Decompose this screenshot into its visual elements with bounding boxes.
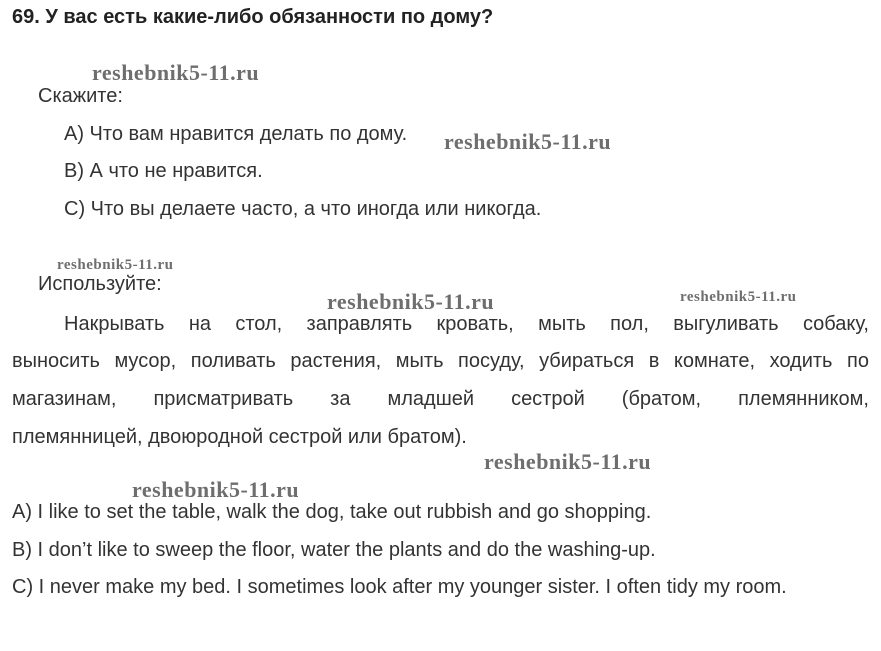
word: пол,: [610, 313, 649, 335]
word: выносить: [12, 350, 100, 372]
watermark: reshebnik5-11.ru: [484, 449, 652, 474]
word: в: [648, 350, 660, 372]
word: присматривать: [153, 388, 294, 410]
word: за: [330, 388, 351, 410]
word: комнате,: [673, 350, 756, 372]
word: кровать,: [436, 313, 514, 335]
use-text-line-3: [12, 388, 869, 411]
word: на: [188, 313, 211, 335]
word: (братом,: [621, 388, 702, 410]
question-a: A) Что вам нравится делать по дому.: [64, 123, 408, 145]
answer-b: B) I don’t like to sweep the floor, water the plants and do the washing-up.: [12, 539, 656, 561]
watermark: reshebnik5-11.ru: [327, 289, 495, 314]
word: Накрывать: [64, 313, 165, 335]
watermark: reshebnik5-11.ru: [132, 477, 300, 502]
word: ходить: [769, 350, 833, 372]
say-label: Скажите:: [38, 85, 123, 107]
watermark: reshebnik5-11.ru: [57, 257, 174, 273]
use-text-line-4: племянницей, двоюродной сестрой или братом).: [12, 426, 467, 448]
word: заправлять: [306, 313, 413, 335]
word: по: [847, 350, 869, 372]
watermark: reshebnik5-11.ru: [444, 129, 612, 154]
answer-c: C) I never make my bed. I sometimes look after my younger sister. I often tidy my room.: [12, 576, 787, 598]
word: собаку,: [802, 313, 869, 335]
word: растения,: [290, 350, 382, 372]
word: сестрой: [511, 388, 585, 410]
word: мыть: [538, 313, 586, 335]
word: убираться: [539, 350, 635, 372]
word: выгуливать: [673, 313, 779, 335]
word: мусор,: [114, 350, 177, 372]
watermark: reshebnik5-11.ru: [680, 289, 797, 305]
use-label: Используйте:: [38, 273, 162, 295]
question-b: B) А что не нравится.: [64, 160, 263, 182]
exercise-title: 69. У вас есть какие-либо обязанности по дому?: [12, 6, 494, 28]
word: стол,: [235, 313, 283, 335]
word: поливать: [190, 350, 276, 372]
word: магазинам,: [12, 388, 117, 410]
use-text-line-1: [64, 313, 869, 336]
word: посуду,: [458, 350, 525, 372]
question-c: C) Что вы делаете часто, а что иногда или никогда.: [64, 198, 542, 220]
watermark: reshebnik5-11.ru: [92, 60, 260, 85]
use-text-line-2: [12, 350, 869, 373]
word: племянником,: [738, 388, 869, 410]
answer-a: A) I like to set the table, walk the dog, take out rubbish and go shopping.: [12, 501, 652, 523]
word: младшей: [387, 388, 475, 410]
word: мыть: [395, 350, 444, 372]
